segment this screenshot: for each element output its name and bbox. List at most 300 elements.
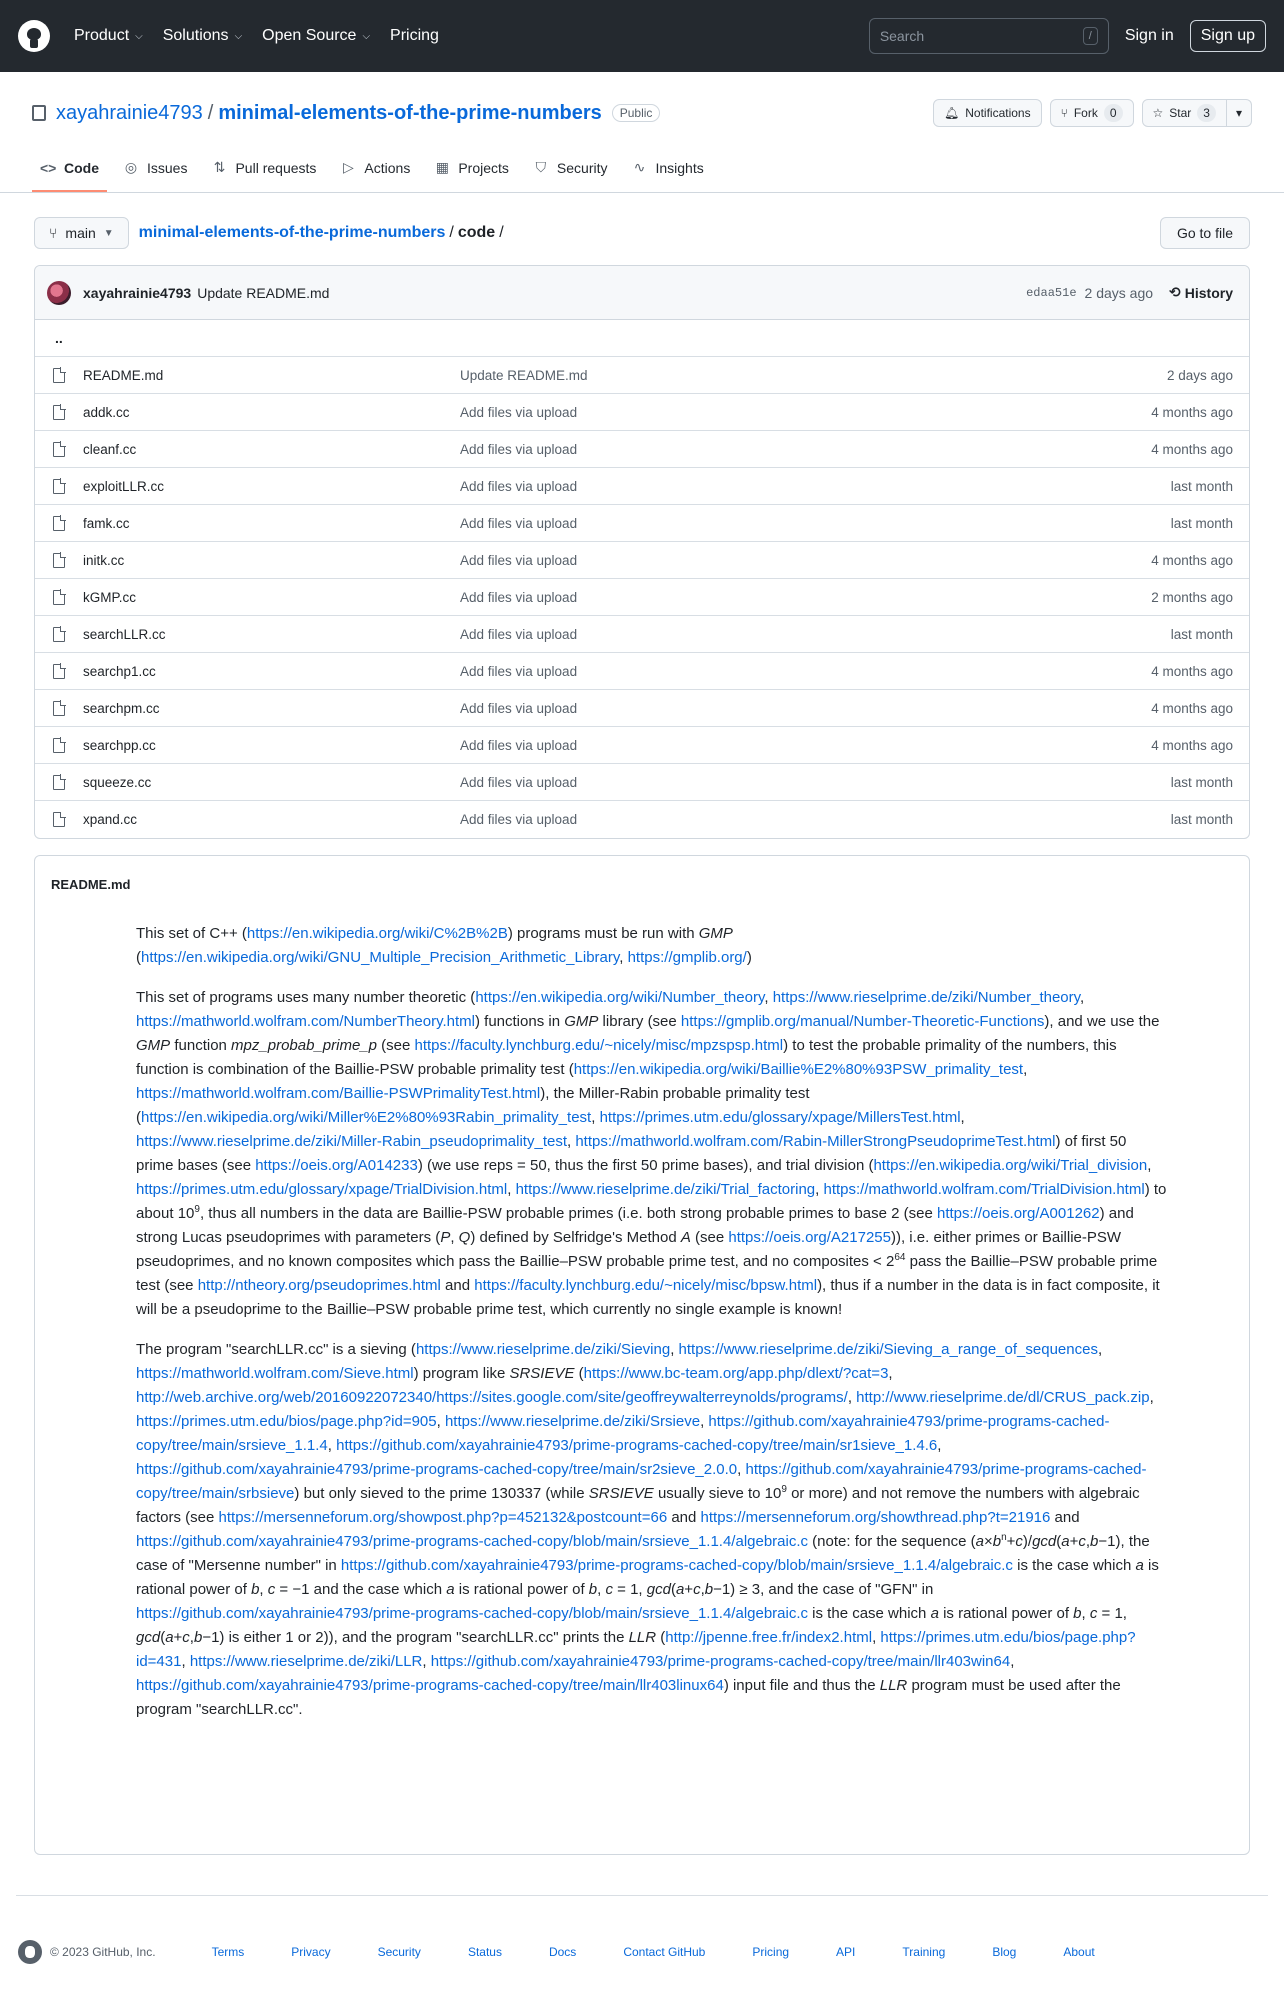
file-icon bbox=[53, 590, 65, 605]
history-label: History bbox=[1184, 284, 1233, 301]
file-commit-time: 4 months ago bbox=[1151, 737, 1233, 753]
footer bbox=[0, 1896, 1284, 1964]
readme-text: , bbox=[591, 1109, 600, 1126]
file-commit-message-link[interactable]: Add files via upload bbox=[460, 552, 578, 568]
repo-actions bbox=[933, 99, 1252, 127]
footer-link[interactable]: Docs bbox=[548, 1945, 577, 1959]
file-commit-time: 2 days ago bbox=[1166, 367, 1233, 383]
readme-italic-text: SRSIEVE bbox=[588, 1485, 654, 1502]
readme-panel bbox=[34, 855, 1250, 1855]
tab-projects[interactable] bbox=[426, 159, 517, 192]
readme-link[interactable]: https://en.wikipedia.org/wiki/C%2B%2B bbox=[246, 925, 508, 942]
file-commit-time: 4 months ago bbox=[1151, 552, 1233, 568]
readme-text: , bbox=[327, 1437, 337, 1454]
footer-links bbox=[212, 1945, 1095, 1959]
nav-solutions[interactable] bbox=[163, 27, 242, 45]
star-button-group bbox=[1142, 99, 1253, 127]
readme-text: ) and strong Lucas pseudoprimes with parameters ( bbox=[136, 1205, 1134, 1246]
file-commit-message-link[interactable]: Update README.md bbox=[460, 367, 588, 383]
readme-text: pass the Baillie–PSW probable prime test (see bbox=[136, 1253, 1158, 1294]
file-icon bbox=[53, 701, 65, 716]
readme-link[interactable]: https://github.com/xayahrainie4793/prime-programs-cached-copy/tree/main/sr2sieve_2.0.0 bbox=[136, 1461, 738, 1478]
readme-text: or more) and not remove the numbers with algebraic factors (see bbox=[136, 1485, 1140, 1526]
table-row[interactable] bbox=[35, 542, 1249, 579]
readme-link[interactable]: https://mathworld.wolfram.com/NumberTheory.html bbox=[136, 1013, 475, 1030]
readme-text: −1) ≥ 3, and the case of "GFN" in bbox=[713, 1581, 934, 1598]
readme-link[interactable]: https://faculty.lynchburg.edu/~nicely/misc/mpzspsp.html bbox=[414, 1037, 784, 1054]
readme-italic-text: c bbox=[1015, 1533, 1023, 1550]
table-row[interactable] bbox=[35, 653, 1249, 690]
readme-text: , bbox=[960, 1109, 965, 1126]
readme-text: ), the Miller-Rabin probable primality test ( bbox=[136, 1085, 810, 1126]
footer-link[interactable]: Pricing bbox=[752, 1945, 790, 1959]
table-row[interactable] bbox=[35, 394, 1249, 431]
commit-time: 2 days ago bbox=[1084, 284, 1154, 301]
readme-text: × bbox=[983, 1533, 993, 1550]
notifications-button[interactable] bbox=[933, 99, 1042, 127]
footer-link[interactable]: Training bbox=[902, 1945, 946, 1959]
readme-title: README.md bbox=[51, 876, 131, 892]
file-commit-message-link[interactable]: Add files via upload bbox=[460, 774, 578, 790]
file-commit-message-link[interactable]: Add files via upload bbox=[460, 589, 578, 605]
github-logo-icon[interactable] bbox=[18, 20, 50, 52]
readme-text: = 1, bbox=[612, 1581, 647, 1598]
table-row[interactable] bbox=[35, 431, 1249, 468]
readme-italic-text: c bbox=[605, 1581, 613, 1598]
file-icon bbox=[53, 627, 65, 642]
readme-link[interactable]: http://ntheory.org/pseudoprimes.html bbox=[197, 1277, 441, 1294]
readme-italic-text: gcd bbox=[646, 1581, 671, 1598]
file-icon bbox=[53, 442, 65, 457]
sign-in-link[interactable]: Sign in bbox=[1124, 27, 1174, 44]
readme-text: ( bbox=[574, 1365, 584, 1382]
file-name-link[interactable]: squeeze.cc bbox=[83, 774, 152, 790]
readme-text: ), thus if a number in the data is in fact composite, it will be a pseudoprime to the Baillie–PSW probable prime test, which currently no single example is known! bbox=[136, 1277, 1160, 1318]
file-commit-message-link[interactable]: Add files via upload bbox=[460, 404, 578, 420]
readme-text: + bbox=[1069, 1533, 1079, 1550]
readme-italic-text: A bbox=[680, 1229, 691, 1246]
file-name-link[interactable]: famk.cc bbox=[83, 515, 130, 531]
readme-link[interactable]: https://github.com/xayahrainie4793/prime-programs-cached-copy/tree/main/srsieve_1.1.4 bbox=[136, 1413, 1110, 1454]
readme-text: , bbox=[422, 1653, 431, 1670]
readme-text: , bbox=[567, 1133, 576, 1150]
readme-text: , bbox=[937, 1437, 942, 1454]
readme-italic-text: c bbox=[1078, 1533, 1086, 1550]
readme-link[interactable]: https://gmplib.org/manual/Number-Theoretic-Functions bbox=[680, 1013, 1045, 1030]
issue-icon: ◎ bbox=[124, 159, 138, 175]
tab-actions[interactable] bbox=[332, 159, 418, 192]
readme-link[interactable]: https://primes.utm.edu/bios/page.php?id=431 bbox=[136, 1629, 1136, 1670]
file-commit-time: 2 months ago bbox=[1151, 589, 1233, 605]
readme-link[interactable]: https://mathworld.wolfram.com/TrialDivision.html bbox=[823, 1181, 1145, 1198]
readme-text: , bbox=[764, 989, 773, 1006]
nav-open-source-label: Open Source bbox=[262, 27, 357, 44]
readme-italic-text: a bbox=[165, 1629, 174, 1646]
file-commit-message-link[interactable]: Add files via upload bbox=[460, 812, 578, 827]
table-row[interactable] bbox=[35, 468, 1249, 505]
file-commit-message-link[interactable]: Add files via upload bbox=[460, 441, 578, 457]
table-icon: ▦ bbox=[435, 159, 449, 175]
file-name-link[interactable]: searchpp.cc bbox=[83, 737, 156, 753]
repo-owner-link[interactable]: xayahrainie4793 bbox=[56, 101, 203, 124]
readme-text: , bbox=[1023, 1061, 1028, 1078]
readme-link[interactable]: https://www.rieselprime.de/ziki/Trial_factoring bbox=[515, 1181, 816, 1198]
file-commit-message-link[interactable]: Add files via upload bbox=[460, 663, 578, 679]
star-label: Star bbox=[1169, 106, 1192, 120]
file-icon bbox=[53, 738, 65, 753]
readme-text: ) to about 10 bbox=[136, 1181, 1167, 1222]
readme-text: , bbox=[872, 1629, 881, 1646]
table-row[interactable] bbox=[35, 801, 1249, 838]
readme-italic-text: b bbox=[1073, 1605, 1082, 1622]
readme-link[interactable]: https://en.wikipedia.org/wiki/Number_theory bbox=[475, 989, 765, 1006]
readme-text: is rational power of bbox=[136, 1557, 1159, 1598]
readme-text: is the case which bbox=[1012, 1557, 1136, 1574]
readme-link[interactable]: https://www.bc-team.org/app.php/dlext/?cat=3 bbox=[583, 1365, 889, 1382]
readme-text: ) but only sieved to the prime 130337 (while bbox=[294, 1485, 589, 1502]
commit-message-link[interactable]: Update README.md bbox=[197, 284, 330, 301]
file-icon bbox=[53, 664, 65, 679]
readme-text: and bbox=[440, 1277, 475, 1294]
repo-separator: / bbox=[207, 101, 214, 124]
readme-italic-text: c bbox=[182, 1629, 190, 1646]
readme-text: , bbox=[619, 949, 628, 966]
readme-link[interactable]: https://github.com/xayahrainie4793/prime-programs-cached-copy/tree/main/sr1sieve_1.4.6 bbox=[336, 1437, 938, 1454]
readme-italic-text: GMP bbox=[564, 1013, 599, 1030]
readme-body bbox=[51, 912, 1168, 1722]
footer-link[interactable]: Terms bbox=[211, 1945, 245, 1959]
readme-text: ) functions in bbox=[475, 1013, 565, 1030]
readme-italic-text: LLR bbox=[628, 1629, 657, 1646]
file-name-link[interactable]: exploitLLR.cc bbox=[83, 478, 165, 494]
nav-pricing[interactable] bbox=[390, 27, 439, 45]
readme-link[interactable]: https://en.wikipedia.org/wiki/Baillie%E2%80%93PSW_primality_test bbox=[573, 1061, 1024, 1078]
fork-label: Fork bbox=[1073, 106, 1098, 120]
file-name-link[interactable]: searchpm.cc bbox=[83, 700, 160, 716]
readme-link[interactable]: https://oeis.org/A001262 bbox=[937, 1205, 1100, 1222]
main-content bbox=[0, 217, 1284, 1855]
readme-link[interactable]: https://gmplib.org/ bbox=[627, 949, 747, 966]
readme-text: , bbox=[1147, 1157, 1152, 1174]
file-name-link[interactable]: kGMP.cc bbox=[83, 589, 137, 605]
readme-text: ), and we use the bbox=[1044, 1013, 1160, 1030]
table-row[interactable] bbox=[35, 690, 1249, 727]
file-commit-message-link[interactable]: Add files via upload bbox=[460, 626, 578, 642]
readme-link[interactable]: https://www.rieselprime.de/ziki/LLR bbox=[189, 1653, 423, 1670]
readme-link[interactable]: https://oeis.org/A217255 bbox=[728, 1229, 891, 1246]
nav-open-source[interactable] bbox=[262, 27, 370, 45]
readme-italic-text: a bbox=[446, 1581, 455, 1598]
latest-commit-row bbox=[35, 266, 1249, 320]
readme-text: (note: for the sequence ( bbox=[808, 1533, 976, 1550]
readme-text: , bbox=[1080, 989, 1085, 1006]
readme-text: ( bbox=[670, 1581, 676, 1598]
footer-link[interactable]: Contact GitHub bbox=[623, 1945, 706, 1959]
star-dropdown-button[interactable] bbox=[1227, 99, 1252, 127]
readme-italic-text: b bbox=[704, 1581, 714, 1598]
table-row[interactable] bbox=[35, 357, 1249, 394]
pull-request-icon: ⇅ bbox=[213, 159, 226, 175]
history-icon: ⟲ bbox=[1169, 284, 1181, 300]
table-row[interactable] bbox=[35, 727, 1249, 764]
readme-text: ( bbox=[136, 949, 141, 966]
nav-product[interactable] bbox=[74, 27, 143, 45]
readme-text: )), i.e. either primes or Baillie-PSW pseudoprimes, and no known composites which pass the Baillie–PSW probable prime test, and no composites < 2 bbox=[136, 1229, 1122, 1270]
branch-label: main bbox=[65, 225, 96, 241]
tab-pull-requests-label: Pull requests bbox=[235, 159, 317, 176]
readme-text: + bbox=[1006, 1533, 1016, 1550]
footer-link[interactable]: Privacy bbox=[291, 1945, 331, 1959]
repo-name-link[interactable]: minimal-elements-of-the-prime-numbers bbox=[218, 101, 602, 124]
file-commit-time: last month bbox=[1170, 774, 1233, 790]
breadcrumb-current: code bbox=[457, 224, 496, 241]
footer-copyright: © 2023 GitHub, Inc. bbox=[50, 1945, 156, 1959]
readme-italic-text: gcd bbox=[1032, 1533, 1057, 1550]
readme-italic-text: LLR bbox=[879, 1677, 908, 1694]
readme-link[interactable]: https://www.rieselprime.de/ziki/Sieving_a_range_of_sequences bbox=[678, 1341, 1098, 1358]
file-name-link[interactable]: addk.cc bbox=[83, 404, 130, 420]
readme-text: is the case which bbox=[808, 1605, 931, 1622]
readme-italic-text: a bbox=[1135, 1557, 1144, 1574]
readme-link[interactable]: https://www.rieselprime.de/ziki/Sieving bbox=[415, 1341, 671, 1358]
readme-text: , bbox=[189, 1629, 194, 1646]
chevron-down-icon: ⌵ bbox=[135, 30, 143, 42]
file-icon bbox=[53, 553, 65, 568]
commit-author-link[interactable]: xayahrainie4793 bbox=[83, 284, 192, 301]
github-logo-icon[interactable] bbox=[18, 1940, 42, 1964]
readme-link[interactable]: https://mersenneforum.org/showthread.php?t=21916 bbox=[700, 1509, 1051, 1526]
readme-superscript: 64 bbox=[894, 1252, 906, 1263]
history-link[interactable] bbox=[1169, 284, 1233, 301]
readme-text: , bbox=[888, 1365, 893, 1382]
file-icon bbox=[53, 775, 65, 790]
readme-link[interactable]: https://github.com/xayahrainie4793/prime-programs-cached-copy/blob/main/srsieve_1.1.4/algebraic.c bbox=[136, 1605, 809, 1622]
file-commit-message-link[interactable]: Add files via upload bbox=[460, 515, 578, 531]
tab-code-label: Code bbox=[64, 160, 99, 176]
readme-italic-text: a bbox=[975, 1533, 984, 1550]
file-name-link[interactable]: README.md bbox=[83, 367, 164, 383]
footer-link[interactable]: About bbox=[1063, 1945, 1095, 1959]
repo-title-row bbox=[32, 82, 1252, 144]
star-counter: 3 bbox=[1197, 104, 1216, 122]
readme-paragraph bbox=[136, 922, 1168, 970]
file-name-link[interactable]: searchp1.cc bbox=[83, 663, 156, 679]
file-commit-message-link[interactable]: Add files via upload bbox=[460, 700, 578, 716]
readme-italic-text: b bbox=[992, 1533, 1002, 1550]
nav-solutions-label: Solutions bbox=[162, 27, 229, 44]
readme-text: , bbox=[259, 1581, 268, 1598]
readme-link[interactable]: http://jpenne.free.fr/index2.html bbox=[665, 1629, 873, 1646]
readme-link[interactable]: https://oeis.org/A014233 bbox=[255, 1157, 418, 1174]
file-commit-time: last month bbox=[1170, 812, 1233, 827]
readme-italic-text: a bbox=[1061, 1533, 1070, 1550]
file-name-link[interactable]: initk.cc bbox=[83, 552, 125, 568]
table-row[interactable] bbox=[35, 764, 1249, 801]
readme-text: ( bbox=[160, 1629, 166, 1646]
branch-icon: ⑂ bbox=[49, 225, 58, 241]
readme-italic-text: Q bbox=[458, 1229, 471, 1246]
readme-link[interactable]: http://web.archive.org/web/20160922072340/https://sites.google.com/site/geoffreywalterreynolds/programs/ bbox=[136, 1389, 848, 1406]
readme-text: ( bbox=[1056, 1533, 1062, 1550]
graph-icon: ∿ bbox=[633, 159, 646, 175]
tab-pull-requests[interactable] bbox=[203, 159, 324, 192]
go-to-file-button[interactable]: Go to file bbox=[1160, 217, 1250, 249]
readme-italic-text: c bbox=[1089, 1605, 1098, 1622]
readme-paragraph bbox=[136, 986, 1168, 1322]
global-header bbox=[0, 0, 1284, 72]
readme-text: , bbox=[1081, 1605, 1090, 1622]
readme-link[interactable]: https://primes.utm.edu/glossary/xpage/MillersTest.html bbox=[599, 1109, 961, 1126]
fork-counter: 0 bbox=[1104, 104, 1123, 122]
readme-text: , bbox=[1010, 1653, 1015, 1670]
readme-link[interactable]: https://en.wikipedia.org/wiki/GNU_Multiple_Precision_Arithmetic_Library bbox=[141, 949, 620, 966]
readme-italic-text: b bbox=[193, 1629, 203, 1646]
readme-link[interactable]: https://www.rieselprime.de/ziki/Number_theory bbox=[772, 989, 1081, 1006]
readme-text: + bbox=[173, 1629, 183, 1646]
readme-link[interactable]: https://www.rieselprime.de/ziki/Miller-Rabin_pseudoprimality_test bbox=[136, 1133, 567, 1150]
tab-insights-label: Insights bbox=[655, 159, 704, 176]
readme-link[interactable]: https://github.com/xayahrainie4793/prime-programs-cached-copy/tree/main/llr403linux64 bbox=[136, 1677, 724, 1694]
fork-button[interactable] bbox=[1050, 99, 1134, 127]
search-box[interactable] bbox=[869, 18, 1109, 54]
avatar[interactable] bbox=[47, 281, 71, 305]
readme-italic-text: b bbox=[1090, 1533, 1099, 1550]
readme-text: program must be used after the program "searchLLR.cc". bbox=[136, 1677, 1121, 1718]
readme-text: ( bbox=[656, 1629, 666, 1646]
readme-text: (see bbox=[690, 1229, 729, 1246]
footer-link[interactable]: Status bbox=[467, 1945, 502, 1959]
readme-italic-text: c bbox=[693, 1581, 701, 1598]
readme-text: This set of C++ ( bbox=[136, 925, 247, 942]
tab-insights[interactable] bbox=[623, 159, 711, 192]
readme-text: , bbox=[670, 1341, 679, 1358]
parent-directory-link[interactable]: .. bbox=[35, 320, 1249, 357]
readme-link[interactable]: https://mathworld.wolfram.com/Rabin-MillerStrongPseudoprimeTest.html bbox=[575, 1133, 1056, 1150]
readme-text: (see bbox=[376, 1037, 415, 1054]
file-commit-time: last month bbox=[1170, 478, 1233, 494]
breadcrumb-trailing-separator: / bbox=[499, 224, 504, 241]
readme-link[interactable]: https://en.wikipedia.org/wiki/Miller%E2%80%93Rabin_primality_test bbox=[141, 1109, 592, 1126]
tab-issues-label: Issues bbox=[147, 159, 188, 176]
tab-issues[interactable] bbox=[115, 159, 195, 192]
branch-select-button[interactable] bbox=[34, 217, 129, 249]
readme-link[interactable]: https://www.rieselprime.de/ziki/Srsieve bbox=[444, 1413, 701, 1430]
readme-italic-text: SRSIEVE bbox=[509, 1365, 575, 1382]
file-icon bbox=[53, 368, 65, 383]
readme-text: and bbox=[1050, 1509, 1080, 1526]
file-icon bbox=[53, 405, 65, 420]
search-input[interactable] bbox=[880, 28, 1060, 44]
readme-link[interactable]: https://github.com/xayahrainie4793/prime-programs-cached-copy/tree/main/srbsieve bbox=[136, 1461, 1147, 1502]
readme-link[interactable]: http://www.rieselprime.de/dl/CRUS_pack.zip bbox=[856, 1389, 1150, 1406]
readme-link[interactable]: https://mathworld.wolfram.com/Sieve.html bbox=[136, 1365, 414, 1382]
readme-text: = −1 and the case which bbox=[275, 1581, 447, 1598]
file-name-link[interactable]: xpand.cc bbox=[83, 812, 138, 827]
visibility-badge: Public bbox=[612, 104, 661, 122]
readme-text: = 1, bbox=[1097, 1605, 1127, 1622]
star-button[interactable] bbox=[1142, 99, 1227, 127]
footer-link[interactable]: Security bbox=[377, 1945, 421, 1959]
shield-icon: ⛉ bbox=[535, 159, 547, 175]
file-list bbox=[35, 357, 1249, 838]
file-browser bbox=[34, 265, 1250, 839]
path-row bbox=[34, 217, 1250, 249]
readme-superscript: 9 bbox=[194, 1204, 200, 1215]
commit-sha-link[interactable]: edaa51e bbox=[1026, 285, 1077, 300]
readme-text: ) of first 50 prime bases (see bbox=[136, 1133, 1127, 1174]
footer-link[interactable]: API bbox=[836, 1945, 856, 1959]
chevron-down-icon: ▾ bbox=[1235, 106, 1242, 120]
readme-link[interactable]: https://github.com/xayahrainie4793/prime-programs-cached-copy/blob/main/srsieve_1.1.4/algebraic.c bbox=[340, 1557, 1013, 1574]
file-commit-time: 4 months ago bbox=[1151, 663, 1233, 679]
table-row[interactable] bbox=[35, 579, 1249, 616]
readme-text: , bbox=[1085, 1533, 1091, 1550]
bell-icon: 🔔︎ bbox=[944, 106, 960, 120]
file-icon bbox=[53, 479, 65, 494]
table-row[interactable] bbox=[35, 505, 1249, 542]
breadcrumb-root-link[interactable]: minimal-elements-of-the-prime-numbers bbox=[138, 224, 446, 241]
readme-italic-text: a bbox=[930, 1605, 939, 1622]
readme-link[interactable]: https://en.wikipedia.org/wiki/Trial_division bbox=[873, 1157, 1148, 1174]
readme-text: , bbox=[436, 1413, 445, 1430]
readme-superscript: 9 bbox=[781, 1484, 787, 1495]
readme-text: , bbox=[450, 1229, 459, 1246]
readme-link[interactable]: https://mathworld.wolfram.com/Baillie-PSWPrimalityTest.html bbox=[136, 1085, 541, 1102]
readme-text: , bbox=[847, 1389, 857, 1406]
readme-text: ) programs must be run with bbox=[507, 925, 699, 942]
readme-text: , bbox=[181, 1653, 190, 1670]
readme-link[interactable]: https://mersenneforum.org/showpost.php?p=452132&postcount=66 bbox=[218, 1509, 668, 1526]
file-commit-message-link[interactable]: Add files via upload bbox=[460, 478, 578, 494]
tab-security-label: Security bbox=[556, 159, 608, 176]
readme-text: ) to test the probable primality of the numbers, this function is combination of the Baillie-PSW probable primality test ( bbox=[136, 1037, 1117, 1078]
file-commit-message-link[interactable]: Add files via upload bbox=[460, 737, 578, 753]
file-icon bbox=[53, 812, 65, 827]
footer-link[interactable]: Blog bbox=[992, 1945, 1017, 1959]
readme-text: is rational power of bbox=[938, 1605, 1074, 1622]
readme-link[interactable]: https://github.com/xayahrainie4793/prime-programs-cached-copy/tree/main/llr403win64 bbox=[430, 1653, 1011, 1670]
readme-text: ) program like bbox=[413, 1365, 510, 1382]
file-commit-time: last month bbox=[1170, 515, 1233, 531]
tab-security[interactable] bbox=[525, 159, 616, 192]
readme-link[interactable]: https://github.com/xayahrainie4793/prime-programs-cached-copy/blob/main/srsieve_1.1.4/algebraic.c bbox=[136, 1533, 809, 1550]
readme-italic-text: GMP bbox=[698, 925, 733, 942]
readme-link[interactable]: https://primes.utm.edu/glossary/xpage/TrialDivision.html bbox=[136, 1181, 508, 1198]
readme-text: , bbox=[700, 1413, 709, 1430]
readme-paragraph bbox=[136, 1338, 1168, 1722]
readme-text: library (see bbox=[598, 1013, 681, 1030]
readme-link[interactable]: https://primes.utm.edu/bios/page.php?id=905 bbox=[136, 1413, 437, 1430]
tab-projects-label: Projects bbox=[458, 159, 509, 176]
readme-link[interactable]: https://faculty.lynchburg.edu/~nicely/misc/bpsw.html bbox=[474, 1277, 818, 1294]
file-name-link[interactable]: cleanf.cc bbox=[83, 441, 137, 457]
table-row[interactable] bbox=[35, 616, 1249, 653]
readme-italic-text: c bbox=[267, 1581, 276, 1598]
readme-italic-text: P bbox=[440, 1229, 451, 1246]
breadcrumb-separator: / bbox=[449, 224, 454, 241]
tab-actions-label: Actions bbox=[364, 159, 411, 176]
code-icon: <> bbox=[40, 160, 57, 176]
repo-header bbox=[0, 82, 1284, 193]
file-name-link[interactable]: searchLLR.cc bbox=[83, 626, 166, 642]
readme-italic-text: mpz_probab_prime_p bbox=[231, 1037, 377, 1054]
search-shortcut-key: / bbox=[1083, 27, 1098, 45]
play-icon: ▷ bbox=[343, 159, 354, 175]
readme-text: ) input file and thus the bbox=[723, 1677, 880, 1694]
sign-up-button[interactable]: Sign up bbox=[1190, 20, 1266, 52]
file-commit-time: 4 months ago bbox=[1151, 404, 1233, 420]
tab-code[interactable] bbox=[32, 160, 107, 192]
